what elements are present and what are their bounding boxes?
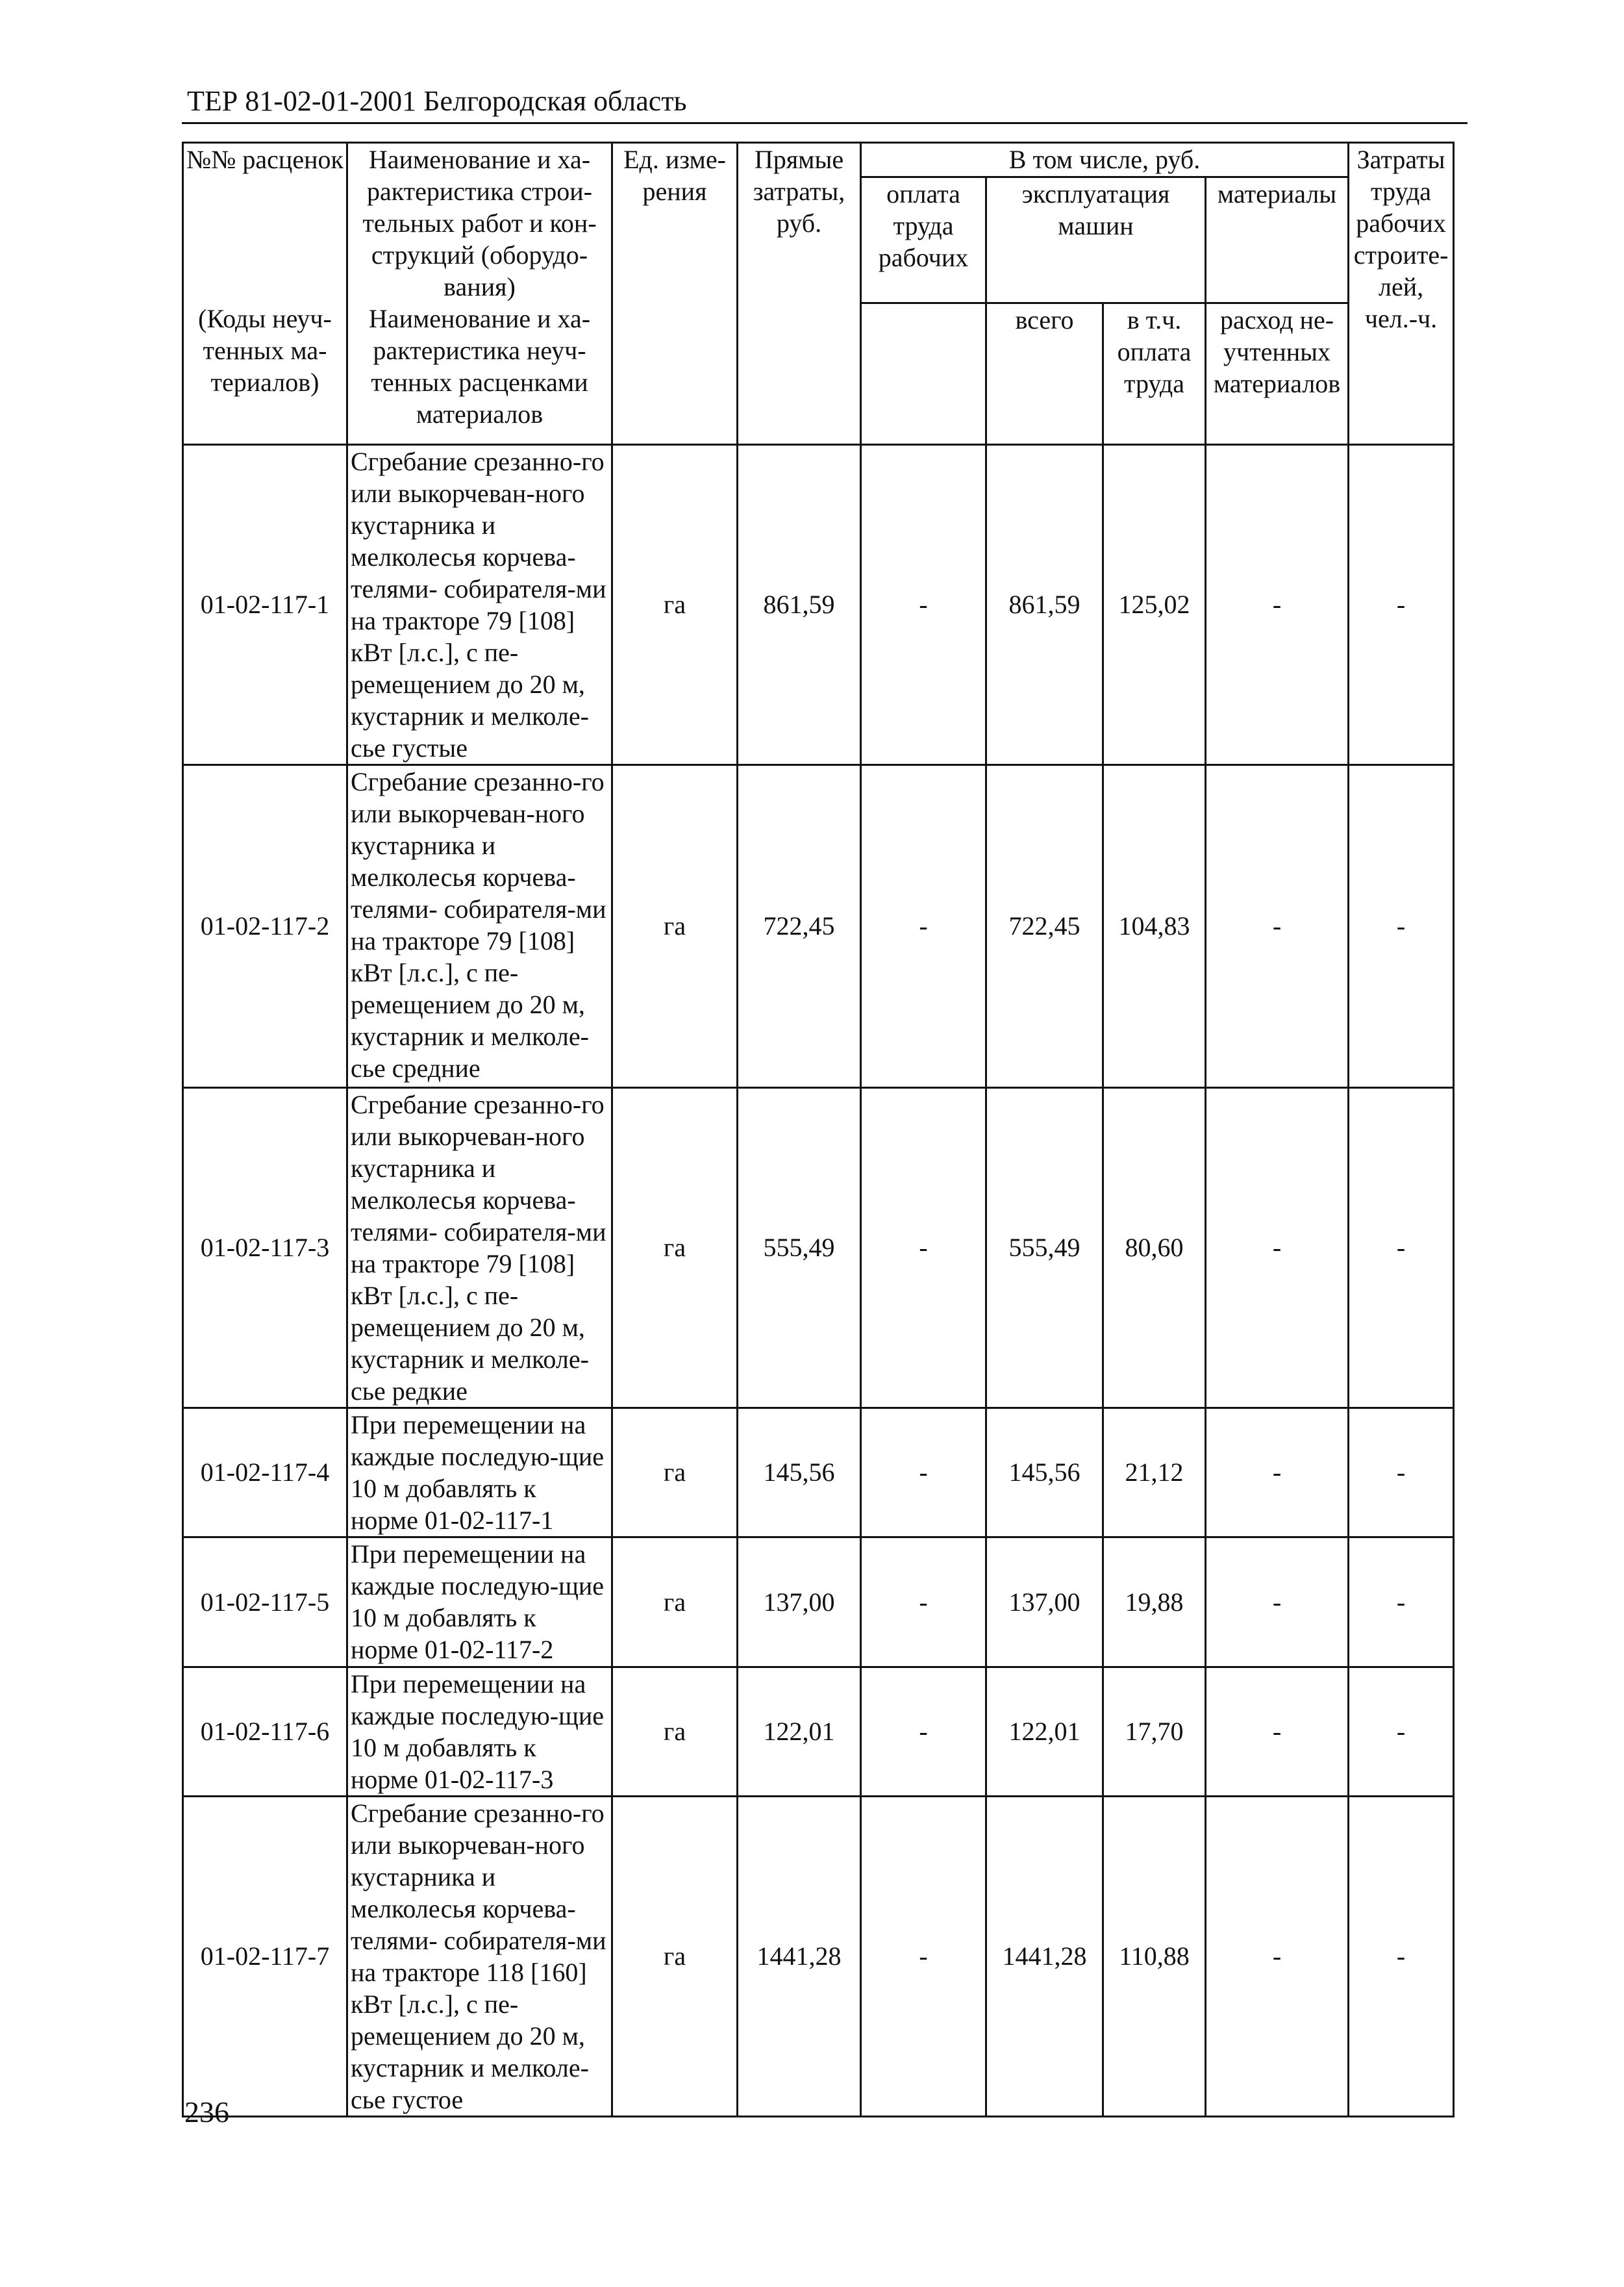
unit-cell: га: [612, 1408, 738, 1537]
table-row: [183, 764, 1454, 1087]
header-including: В том числе, руб.: [861, 143, 1349, 177]
wages-cell: -: [861, 1796, 986, 2116]
machines-total-cell: 722,45: [986, 764, 1103, 1087]
description-cell: При перемещении на каждые последую-щие 10 м добавлять к норме 01-02-117-1: [347, 1408, 612, 1537]
description-cell: Сгребание срезанно-го или выкорчеван-ного кустарника и мелколесья корчева-телями- собирателя-ми на тракторе 118 [160] кВт [л.с.], с пе-ремещением до 20 м, кустарник и мелколе-сье густое: [347, 1796, 612, 2116]
machines-wages-cell: 125,02: [1103, 444, 1206, 764]
table-row: [183, 1408, 1454, 1537]
machines-wages-cell: 110,88: [1103, 1796, 1206, 2116]
materials-cell: -: [1206, 1537, 1349, 1667]
code-cell: 01-02-117-6: [183, 1667, 347, 1796]
description-cell: Сгребание срезанно-го или выкорчеван-ного кустарника и мелколесья корчева-телями- собирателя-ми на тракторе 79 [108] кВт [л.с.], с пе-ремещением до 20 м, кустарник и мелколе-сье средние: [347, 764, 612, 1087]
materials-cell: -: [1206, 764, 1349, 1087]
unit-cell: га: [612, 1667, 738, 1796]
labor-cell: -: [1349, 764, 1454, 1087]
machines-wages-cell: 80,60: [1103, 1087, 1206, 1408]
header-materials-unaccounted: расход не-учтенных материалов: [1206, 303, 1349, 444]
machines-total-cell: 122,01: [986, 1667, 1103, 1796]
table-row: [183, 1087, 1454, 1408]
wages-cell: -: [861, 764, 986, 1087]
header-name2: Наименование и ха-рактеристика неуч-тенных расценками материалов: [347, 303, 612, 444]
machines-total-cell: 861,59: [986, 444, 1103, 764]
direct-cost-cell: 122,01: [738, 1667, 861, 1796]
header-machines: эксплуатация машин: [986, 177, 1206, 303]
code-cell: 01-02-117-3: [183, 1087, 347, 1408]
header-codes2: (Коды неуч-тенных ма-териалов): [183, 303, 347, 444]
machines-wages-cell: 21,12: [1103, 1408, 1206, 1537]
materials-cell: -: [1206, 1796, 1349, 2116]
code-cell: 01-02-117-7: [183, 1796, 347, 2116]
machines-total-cell: 1441,28: [986, 1796, 1103, 2116]
machines-wages-cell: 19,88: [1103, 1537, 1206, 1667]
direct-cost-cell: 137,00: [738, 1537, 861, 1667]
rates-table: [182, 142, 1455, 2117]
header-row-1: [183, 143, 1454, 177]
direct-cost-cell: 722,45: [738, 764, 861, 1087]
machines-total-cell: 145,56: [986, 1408, 1103, 1537]
direct-cost-cell: 145,56: [738, 1408, 861, 1537]
code-cell: 01-02-117-1: [183, 444, 347, 764]
unit-cell: га: [612, 444, 738, 764]
table-body: [183, 143, 1454, 2117]
materials-cell: -: [1206, 444, 1349, 764]
materials-cell: -: [1206, 1408, 1349, 1537]
wages-cell: -: [861, 1087, 986, 1408]
machines-total-cell: 555,49: [986, 1087, 1103, 1408]
table-row: [183, 1796, 1454, 2116]
description-cell: Сгребание срезанно-го или выкорчеван-ного кустарника и мелколесья корчева-телями- собирателя-ми на тракторе 79 [108] кВт [л.с.], с пе-ремещением до 20 м, кустарник и мелколе-сье редкие: [347, 1087, 612, 1408]
description-cell: При перемещении на каждые последую-щие 10 м добавлять к норме 01-02-117-3: [347, 1667, 612, 1796]
labor-cell: -: [1349, 1087, 1454, 1408]
code-cell: 01-02-117-5: [183, 1537, 347, 1667]
header-machines-wages: в т.ч. оплата труда: [1103, 303, 1206, 444]
labor-cell: -: [1349, 1408, 1454, 1537]
header-rule: [182, 122, 1468, 124]
labor-cell: -: [1349, 444, 1454, 764]
unit-cell: га: [612, 1087, 738, 1408]
table-row: [183, 444, 1454, 764]
wages-cell: -: [861, 444, 986, 764]
unit-cell: га: [612, 1796, 738, 2116]
header-wages: оплата труда рабочих: [861, 177, 986, 303]
table-row: [183, 1667, 1454, 1796]
labor-cell: -: [1349, 1537, 1454, 1667]
wages-cell: -: [861, 1667, 986, 1796]
header-direct: Прямые затраты, руб.: [738, 143, 861, 445]
wages-cell: -: [861, 1408, 986, 1537]
materials-cell: -: [1206, 1087, 1349, 1408]
header-materials: материалы: [1206, 177, 1349, 303]
header-machines-total: всего: [986, 303, 1103, 444]
unit-cell: га: [612, 764, 738, 1087]
header-labor: Затраты труда рабочих строите-лей, чел.-ч.: [1349, 143, 1454, 445]
code-cell: 01-02-117-4: [183, 1408, 347, 1537]
description-cell: При перемещении на каждые последую-щие 10 м добавлять к норме 01-02-117-2: [347, 1537, 612, 1667]
direct-cost-cell: 1441,28: [738, 1796, 861, 2116]
labor-cell: -: [1349, 1796, 1454, 2116]
document-header: ТЕР 81-02-01-2001 Белгородская область: [187, 85, 687, 117]
header-unit: Ед. изме-рения: [612, 143, 738, 445]
header-code: №№ расценок: [183, 143, 347, 303]
wages-cell: -: [861, 1537, 986, 1667]
materials-cell: -: [1206, 1667, 1349, 1796]
page-number: 236: [184, 2095, 229, 2129]
header-wages-continued: [861, 303, 986, 444]
header-name: Наименование и ха-рактеристика строи-тельных работ и кон-струкций (оборудо-вания): [347, 143, 612, 303]
direct-cost-cell: 861,59: [738, 444, 861, 764]
direct-cost-cell: 555,49: [738, 1087, 861, 1408]
machines-wages-cell: 104,83: [1103, 764, 1206, 1087]
description-cell: Сгребание срезанно-го или выкорчеван-ного кустарника и мелколесья корчева-телями- собирателя-ми на тракторе 79 [108] кВт [л.с.], с пе-ремещением до 20 м, кустарник и мелколе-сье густые: [347, 444, 612, 764]
machines-wages-cell: 17,70: [1103, 1667, 1206, 1796]
labor-cell: -: [1349, 1667, 1454, 1796]
unit-cell: га: [612, 1537, 738, 1667]
code-cell: 01-02-117-2: [183, 764, 347, 1087]
table-row: [183, 1537, 1454, 1667]
machines-total-cell: 137,00: [986, 1537, 1103, 1667]
